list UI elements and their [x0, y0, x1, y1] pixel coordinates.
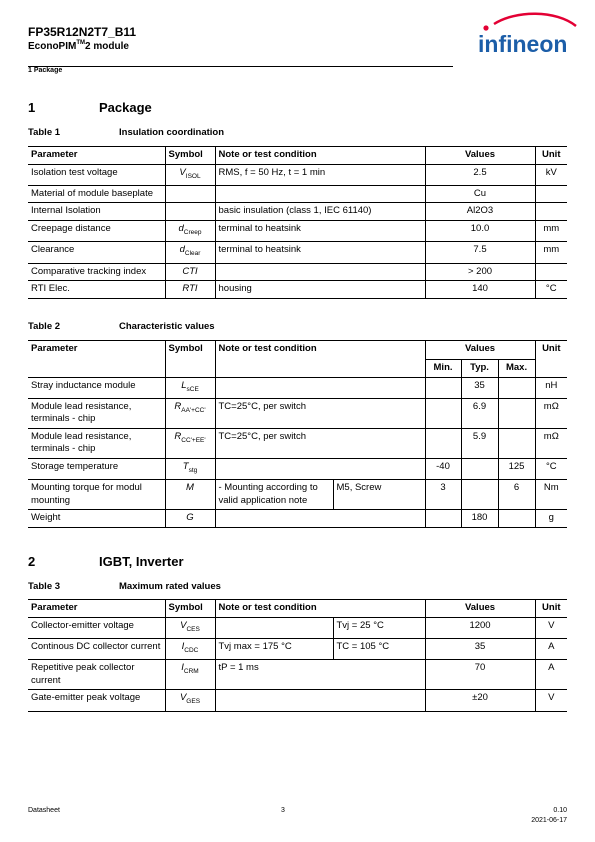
- value-cell: > 200: [425, 263, 535, 281]
- min-cell: 3: [425, 480, 461, 510]
- typ-cell: [461, 458, 498, 479]
- value-cell: 7.5: [425, 242, 535, 263]
- unit-cell: [535, 263, 567, 281]
- footer-version: 0.10: [553, 807, 567, 814]
- unit-cell: [535, 185, 567, 203]
- param-cell: Repetitive peak collector current: [28, 660, 165, 690]
- characteristic-table: [28, 340, 567, 528]
- section-number: 2: [28, 554, 36, 569]
- condition-cell: M5, Screw: [333, 480, 425, 510]
- unit-cell: V: [535, 690, 567, 711]
- col-header: Parameter: [28, 600, 165, 618]
- footer-doc-type: Datasheet: [28, 807, 60, 814]
- condition-cell: Tvj max = 175 °C: [215, 638, 333, 659]
- svg-text:infineon: infineon: [478, 31, 568, 57]
- breadcrumb: 1 Package: [28, 67, 63, 74]
- symbol-cell: RTI: [165, 281, 215, 299]
- symbol-cell: $V_{CES}$: [165, 617, 215, 638]
- value-cell: 35: [425, 638, 535, 659]
- param-cell: Creepage distance: [28, 220, 165, 241]
- param-cell: Internal Isolation: [28, 203, 165, 221]
- unit-cell: mm: [535, 242, 567, 263]
- condition-cell: [215, 617, 333, 638]
- unit-cell: mm: [535, 220, 567, 241]
- condition-cell: [215, 690, 425, 711]
- section-title: Package: [99, 100, 152, 115]
- table-caption: Characteristic values: [119, 321, 215, 332]
- symbol-cell: $d_{Clear}$: [165, 242, 215, 263]
- footer-page-number: 3: [281, 807, 285, 814]
- table-number: Table 3: [28, 581, 61, 592]
- typ-cell: 35: [461, 377, 498, 398]
- symbol-cell: M: [165, 480, 215, 510]
- value-cell: Al2O3: [425, 203, 535, 221]
- typ-cell: 180: [461, 510, 498, 528]
- col-header: Note or test condition: [215, 600, 425, 618]
- section-number: 1: [28, 100, 36, 115]
- unit-cell: kV: [535, 164, 567, 185]
- max-rated-table: [28, 599, 567, 712]
- col-subheader: Min.: [425, 360, 461, 378]
- table-row: [28, 398, 567, 428]
- value-cell: Cu: [425, 185, 535, 203]
- value-cell: 2.5: [425, 164, 535, 185]
- symbol-cell: $V_{GES}$: [165, 690, 215, 711]
- table-row: [28, 638, 567, 659]
- table-row: [28, 164, 567, 185]
- table-row: [28, 203, 567, 221]
- max-cell: [498, 428, 535, 458]
- table-row: [28, 480, 567, 510]
- unit-cell: °C: [535, 281, 567, 299]
- table-row: [28, 263, 567, 281]
- table-number: Table 2: [28, 321, 61, 332]
- max-cell: 125: [498, 458, 535, 479]
- table-row: [28, 377, 567, 398]
- col-header: Unit: [535, 600, 567, 618]
- symbol-cell: $I_{CRM}$: [165, 660, 215, 690]
- param-cell: Weight: [28, 510, 165, 528]
- param-cell: Storage temperature: [28, 458, 165, 479]
- min-cell: -40: [425, 458, 461, 479]
- table-row: [28, 690, 567, 711]
- table-row: [28, 242, 567, 263]
- max-cell: [498, 377, 535, 398]
- col-header: Symbol: [165, 341, 215, 378]
- param-cell: Material of module baseplate: [28, 185, 165, 203]
- table-header-row: [28, 341, 567, 360]
- table-row: [28, 660, 567, 690]
- condition-cell: [215, 377, 425, 398]
- param-cell: Mounting torque for modul mounting: [28, 480, 165, 510]
- col-header: Values: [425, 341, 535, 360]
- table-number: Table 1: [28, 127, 61, 138]
- condition-cell: TC = 105 °C: [333, 638, 425, 659]
- symbol-cell: $R_{AA'+CC'}$: [165, 398, 215, 428]
- param-cell: RTI Elec.: [28, 281, 165, 299]
- condition-cell: - Mounting according to valid application note: [215, 480, 333, 510]
- typ-cell: [461, 480, 498, 510]
- col-header: Symbol: [165, 600, 215, 618]
- col-header: Parameter: [28, 341, 165, 378]
- col-header: Note or test condition: [215, 341, 425, 378]
- table-header-row: [28, 600, 567, 618]
- symbol-cell: $V_{ISOL}$: [165, 164, 215, 185]
- table-header-row: [28, 147, 567, 165]
- max-cell: [498, 398, 535, 428]
- value-cell: 10.0: [425, 220, 535, 241]
- symbol-cell: $T_{stg}$: [165, 458, 215, 479]
- unit-cell: g: [535, 510, 567, 528]
- condition-cell: Tvj = 25 °C: [333, 617, 425, 638]
- unit-cell: [535, 203, 567, 221]
- condition-cell: [215, 185, 425, 203]
- col-subheader: Max.: [498, 360, 535, 378]
- symbol-cell: $d_{Creep}$: [165, 220, 215, 241]
- col-header: Values: [425, 600, 535, 618]
- symbol-cell: $I_{CDC}$: [165, 638, 215, 659]
- param-cell: Gate-emitter peak voltage: [28, 690, 165, 711]
- min-cell: [425, 377, 461, 398]
- param-cell: Module lead resistance, terminals - chip: [28, 398, 165, 428]
- symbol-cell: $L_{sCE}$: [165, 377, 215, 398]
- unit-cell: Nm: [535, 480, 567, 510]
- param-cell: Stray inductance module: [28, 377, 165, 398]
- table-row: [28, 281, 567, 299]
- param-cell: Collector-emitter voltage: [28, 617, 165, 638]
- unit-cell: nH: [535, 377, 567, 398]
- symbol-cell: $R_{CC'+EE'}$: [165, 428, 215, 458]
- symbol-cell: [165, 203, 215, 221]
- param-cell: Module lead resistance, terminals - chip: [28, 428, 165, 458]
- col-header: Symbol: [165, 147, 215, 165]
- condition-cell: TC=25°C, per switch: [215, 428, 425, 458]
- value-cell: 70: [425, 660, 535, 690]
- condition-cell: housing: [215, 281, 425, 299]
- unit-cell: mΩ: [535, 398, 567, 428]
- symbol-cell: CTI: [165, 263, 215, 281]
- part-number: FP35R12N2T7_B11: [28, 25, 137, 39]
- col-subheader: Typ.: [461, 360, 498, 378]
- min-cell: [425, 398, 461, 428]
- condition-cell: terminal to heatsink: [215, 242, 425, 263]
- min-cell: [425, 428, 461, 458]
- unit-cell: A: [535, 660, 567, 690]
- min-cell: [425, 510, 461, 528]
- typ-cell: 5.9: [461, 428, 498, 458]
- unit-cell: °C: [535, 458, 567, 479]
- condition-cell: [215, 458, 425, 479]
- symbol-cell: G: [165, 510, 215, 528]
- param-cell: Comparative tracking index: [28, 263, 165, 281]
- unit-cell: A: [535, 638, 567, 659]
- value-cell: 140: [425, 281, 535, 299]
- table-row: [28, 458, 567, 479]
- table-caption: Insulation coordination: [119, 127, 225, 138]
- condition-cell: terminal to heatsink: [215, 220, 425, 241]
- col-header: Values: [425, 147, 535, 165]
- condition-cell: TC=25°C, per switch: [215, 398, 425, 428]
- table-row: [28, 185, 567, 203]
- condition-cell: [215, 510, 425, 528]
- col-header: Parameter: [28, 147, 165, 165]
- param-cell: Continous DC collector current: [28, 638, 165, 659]
- table-row: [28, 220, 567, 241]
- condition-cell: RMS, f = 50 Hz, t = 1 min: [215, 164, 425, 185]
- unit-cell: mΩ: [535, 428, 567, 458]
- col-header: Note or test condition: [215, 147, 425, 165]
- footer-date: 2021-06-17: [531, 817, 567, 824]
- header-rule: [28, 66, 453, 67]
- typ-cell: 6.9: [461, 398, 498, 428]
- condition-cell: tP = 1 ms: [215, 660, 425, 690]
- value-cell: ±20: [425, 690, 535, 711]
- symbol-cell: [165, 185, 215, 203]
- condition-cell: [215, 263, 425, 281]
- condition-cell: basic insulation (class 1, IEC 61140): [215, 203, 425, 221]
- module-name: EconoPIM™2 module: [28, 40, 129, 52]
- table-row: [28, 428, 567, 458]
- max-cell: [498, 510, 535, 528]
- section-title: IGBT, Inverter: [99, 554, 184, 569]
- param-cell: Clearance: [28, 242, 165, 263]
- value-cell: 1200: [425, 617, 535, 638]
- col-header: Unit: [535, 341, 567, 378]
- table-row: [28, 510, 567, 528]
- max-cell: 6: [498, 480, 535, 510]
- unit-cell: V: [535, 617, 567, 638]
- table-row: [28, 617, 567, 638]
- col-header: Unit: [535, 147, 567, 165]
- insulation-table: [28, 146, 567, 299]
- infineon-logo: [476, 12, 580, 60]
- table-caption: Maximum rated values: [119, 581, 221, 592]
- param-cell: Isolation test voltage: [28, 164, 165, 185]
